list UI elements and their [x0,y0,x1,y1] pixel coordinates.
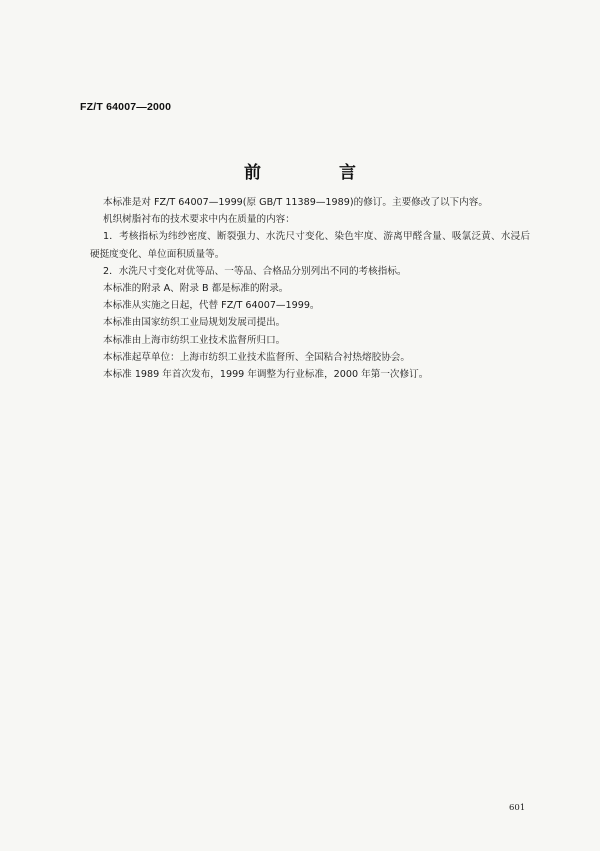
paragraph-item-1: 1．考核指标为纬纱密度、断裂强力、水洗尺寸变化、染色牢度、游离甲醛含量、吸氯泛黄、水浸后硬挺度变化、单位面积质量等。 [90,231,530,260]
standard-code: FZ/T 64007—2000 [80,101,172,113]
page-number: 601 [509,803,526,813]
paragraph-revision-note: 本标准是对 FZ/T 64007—1999(原 GB/T 11389—1989)的修订。主要修改了以下内容。 [103,197,488,208]
paragraph-drafter: 本标准起草单位：上海市纺织工业技术监督所、全国粘合衬热熔胶协会。 [103,351,410,363]
page-title: 前 言 [244,163,392,183]
paragraph-history: 本标准 1989 年首次发布，1999 年调整为行业标准，2000 年第一次修订。 [103,369,429,381]
paragraph-requirements-intro: 机织树脂衬布的技术要求中内在质量的内容： [103,214,295,226]
foreword-body [90,194,530,383]
paragraph-administrator: 本标准由上海市纺织工业技术监督所归口。 [103,334,286,346]
paragraph-proposer: 本标准由国家纺织工业局规划发展司提出。 [103,317,286,329]
paragraph-item-2: 2．水洗尺寸变化对优等品、一等品、合格品分别列出不同的考核指标。 [103,265,407,277]
paragraph-replacement: 本标准从实施之日起，代替 FZ/T 64007—1999。 [103,300,320,312]
paragraph-appendix: 本标准的附录 A、附录 B 都是标准的附录。 [103,283,289,295]
